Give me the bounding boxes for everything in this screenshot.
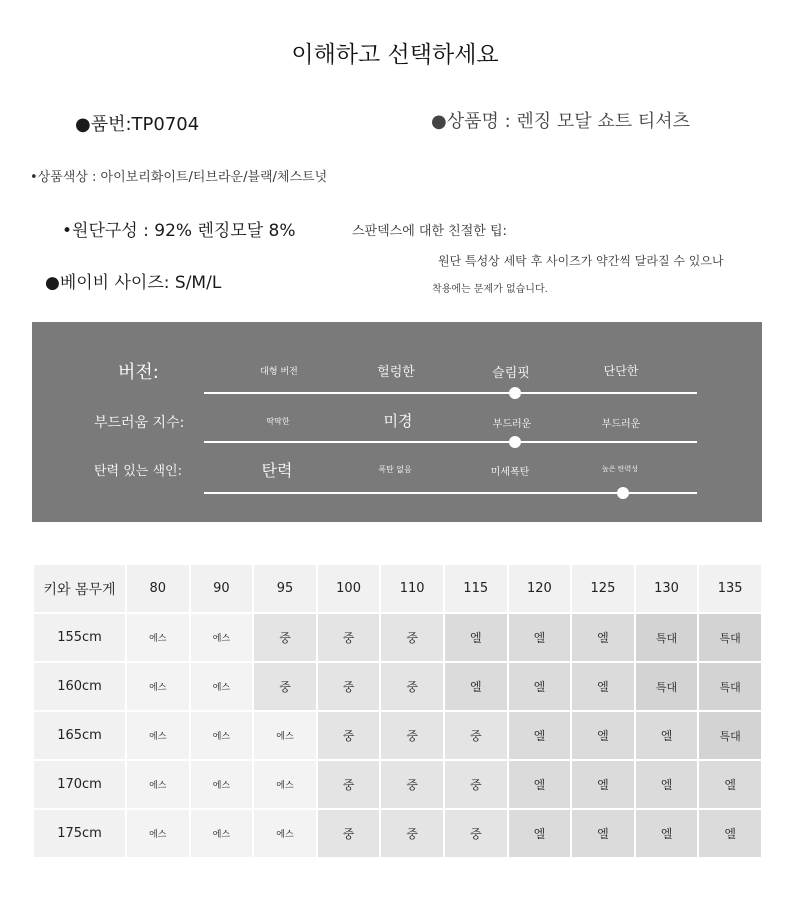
size-cell: 중 xyxy=(381,614,443,661)
elasticity-option: 탄력 xyxy=(261,461,293,480)
size-cell: 엘 xyxy=(699,761,761,808)
size-cell: 에스 xyxy=(191,614,253,661)
fabric-composition: •원단구성 : 92% 렌징모달 8% xyxy=(62,221,296,241)
elasticity-label: 탄력 있는 색인: xyxy=(94,464,182,479)
size-cell: 중 xyxy=(381,810,443,857)
size-cell: 에스 xyxy=(191,761,253,808)
baby-size: ●베이비 사이즈: S/M/L xyxy=(45,273,222,293)
size-cell: 에스 xyxy=(127,663,189,710)
size-cell: 엘 xyxy=(572,614,634,661)
size-cell: 엘 xyxy=(509,712,571,759)
product-colors: •상품색상 : 아이보리화이트/티브라운/블랙/체스트넛 xyxy=(30,170,328,185)
size-cell: 에스 xyxy=(127,712,189,759)
size-cell: 중 xyxy=(254,663,316,710)
weight-header: 110 xyxy=(381,565,443,612)
size-cell: 중 xyxy=(318,712,380,759)
spandex-tip-title: 스판덱스에 대한 친절한 팁: xyxy=(352,224,507,239)
elasticity-slider-knob xyxy=(617,487,629,499)
size-table-header-row xyxy=(34,565,761,612)
size-cell: 엘 xyxy=(509,614,571,661)
table-row xyxy=(34,614,761,661)
size-cell: 에스 xyxy=(254,810,316,857)
size-cell: 중 xyxy=(254,614,316,661)
height-cell: 175cm xyxy=(34,810,125,857)
size-cell: 에스 xyxy=(127,810,189,857)
size-cell: 엘 xyxy=(636,810,698,857)
softness-slider-track xyxy=(204,441,697,443)
size-cell: 엘 xyxy=(636,761,698,808)
weight-header: 120 xyxy=(509,565,571,612)
elasticity-option: 높은 탄력성 xyxy=(601,465,639,473)
table-row xyxy=(34,663,761,710)
elasticity-option: 미세폭탄 xyxy=(490,467,530,478)
size-cell: 에스 xyxy=(191,712,253,759)
weight-header: 95 xyxy=(254,565,316,612)
size-cell: 중 xyxy=(445,761,507,808)
size-cell: 에스 xyxy=(127,761,189,808)
size-cell: 중 xyxy=(381,761,443,808)
size-cell: 특대 xyxy=(699,614,761,661)
weight-header: 130 xyxy=(636,565,698,612)
size-cell: 특대 xyxy=(699,663,761,710)
version-slider-knob xyxy=(509,387,521,399)
weight-header: 135 xyxy=(699,565,761,612)
size-cell: 중 xyxy=(381,663,443,710)
size-cell: 중 xyxy=(445,810,507,857)
softness-option: 부드러운 xyxy=(601,419,641,430)
product-code: ●품번:TP0704 xyxy=(75,114,200,135)
weight-header: 125 xyxy=(572,565,634,612)
version-slider-track xyxy=(204,392,697,394)
size-cell: 엘 xyxy=(572,761,634,808)
tip-text-line-1: 원단 특성상 세탁 후 사이즈가 약간씩 달라질 수 있으나 xyxy=(438,254,724,268)
size-cell: 엘 xyxy=(699,810,761,857)
size-cell: 중 xyxy=(318,663,380,710)
size-table-corner: 키와 몸무게 xyxy=(34,565,125,612)
version-option: 대형 버전 xyxy=(260,367,298,377)
size-cell: 에스 xyxy=(254,761,316,808)
size-cell: 중 xyxy=(318,614,380,661)
size-cell: 엘 xyxy=(572,712,634,759)
size-cell: 중 xyxy=(318,761,380,808)
softness-option: 미경 xyxy=(383,412,413,430)
size-cell: 에스 xyxy=(127,614,189,661)
height-cell: 155cm xyxy=(34,614,125,661)
size-cell: 특대 xyxy=(699,712,761,759)
size-cell: 에스 xyxy=(191,663,253,710)
size-cell: 엘 xyxy=(445,663,507,710)
weight-header: 100 xyxy=(318,565,380,612)
height-cell: 160cm xyxy=(34,663,125,710)
softness-label: 부드러움 지수: xyxy=(94,415,185,431)
size-cell: 엘 xyxy=(572,810,634,857)
tip-text-line-2: 착용에는 문제가 없습니다. xyxy=(432,284,548,295)
size-cell: 중 xyxy=(445,712,507,759)
size-cell: 엘 xyxy=(509,810,571,857)
size-cell: 엘 xyxy=(445,614,507,661)
size-cell: 엘 xyxy=(636,712,698,759)
softness-slider-knob xyxy=(509,436,521,448)
table-row xyxy=(34,712,761,759)
size-cell: 특대 xyxy=(636,614,698,661)
version-option: 단단한 xyxy=(603,364,639,378)
height-cell: 165cm xyxy=(34,712,125,759)
elasticity-option: 폭탄 없음 xyxy=(378,465,412,474)
attribute-panel xyxy=(32,322,762,522)
version-label: 버전: xyxy=(118,362,159,383)
softness-option: 딱딱한 xyxy=(266,417,290,426)
page-title: 이해하고 선택하세요 xyxy=(291,42,499,68)
size-cell: 엘 xyxy=(509,761,571,808)
version-option: 헐렁한 xyxy=(377,365,415,380)
size-chart-table xyxy=(32,563,763,859)
size-cell: 엘 xyxy=(509,663,571,710)
weight-header: 80 xyxy=(127,565,189,612)
size-cell: 에스 xyxy=(254,712,316,759)
product-name: ●상품명 : 렌징 모달 쇼트 티셔츠 xyxy=(431,111,691,132)
size-cell: 특대 xyxy=(636,663,698,710)
size-cell: 중 xyxy=(381,712,443,759)
size-cell: 중 xyxy=(318,810,380,857)
size-cell: 에스 xyxy=(191,810,253,857)
version-option: 슬림핏 xyxy=(492,366,530,381)
height-cell: 170cm xyxy=(34,761,125,808)
weight-header: 115 xyxy=(445,565,507,612)
table-row xyxy=(34,761,761,808)
size-cell: 엘 xyxy=(572,663,634,710)
weight-header: 90 xyxy=(191,565,253,612)
softness-option: 부드러운 xyxy=(492,419,532,430)
table-row xyxy=(34,810,761,857)
